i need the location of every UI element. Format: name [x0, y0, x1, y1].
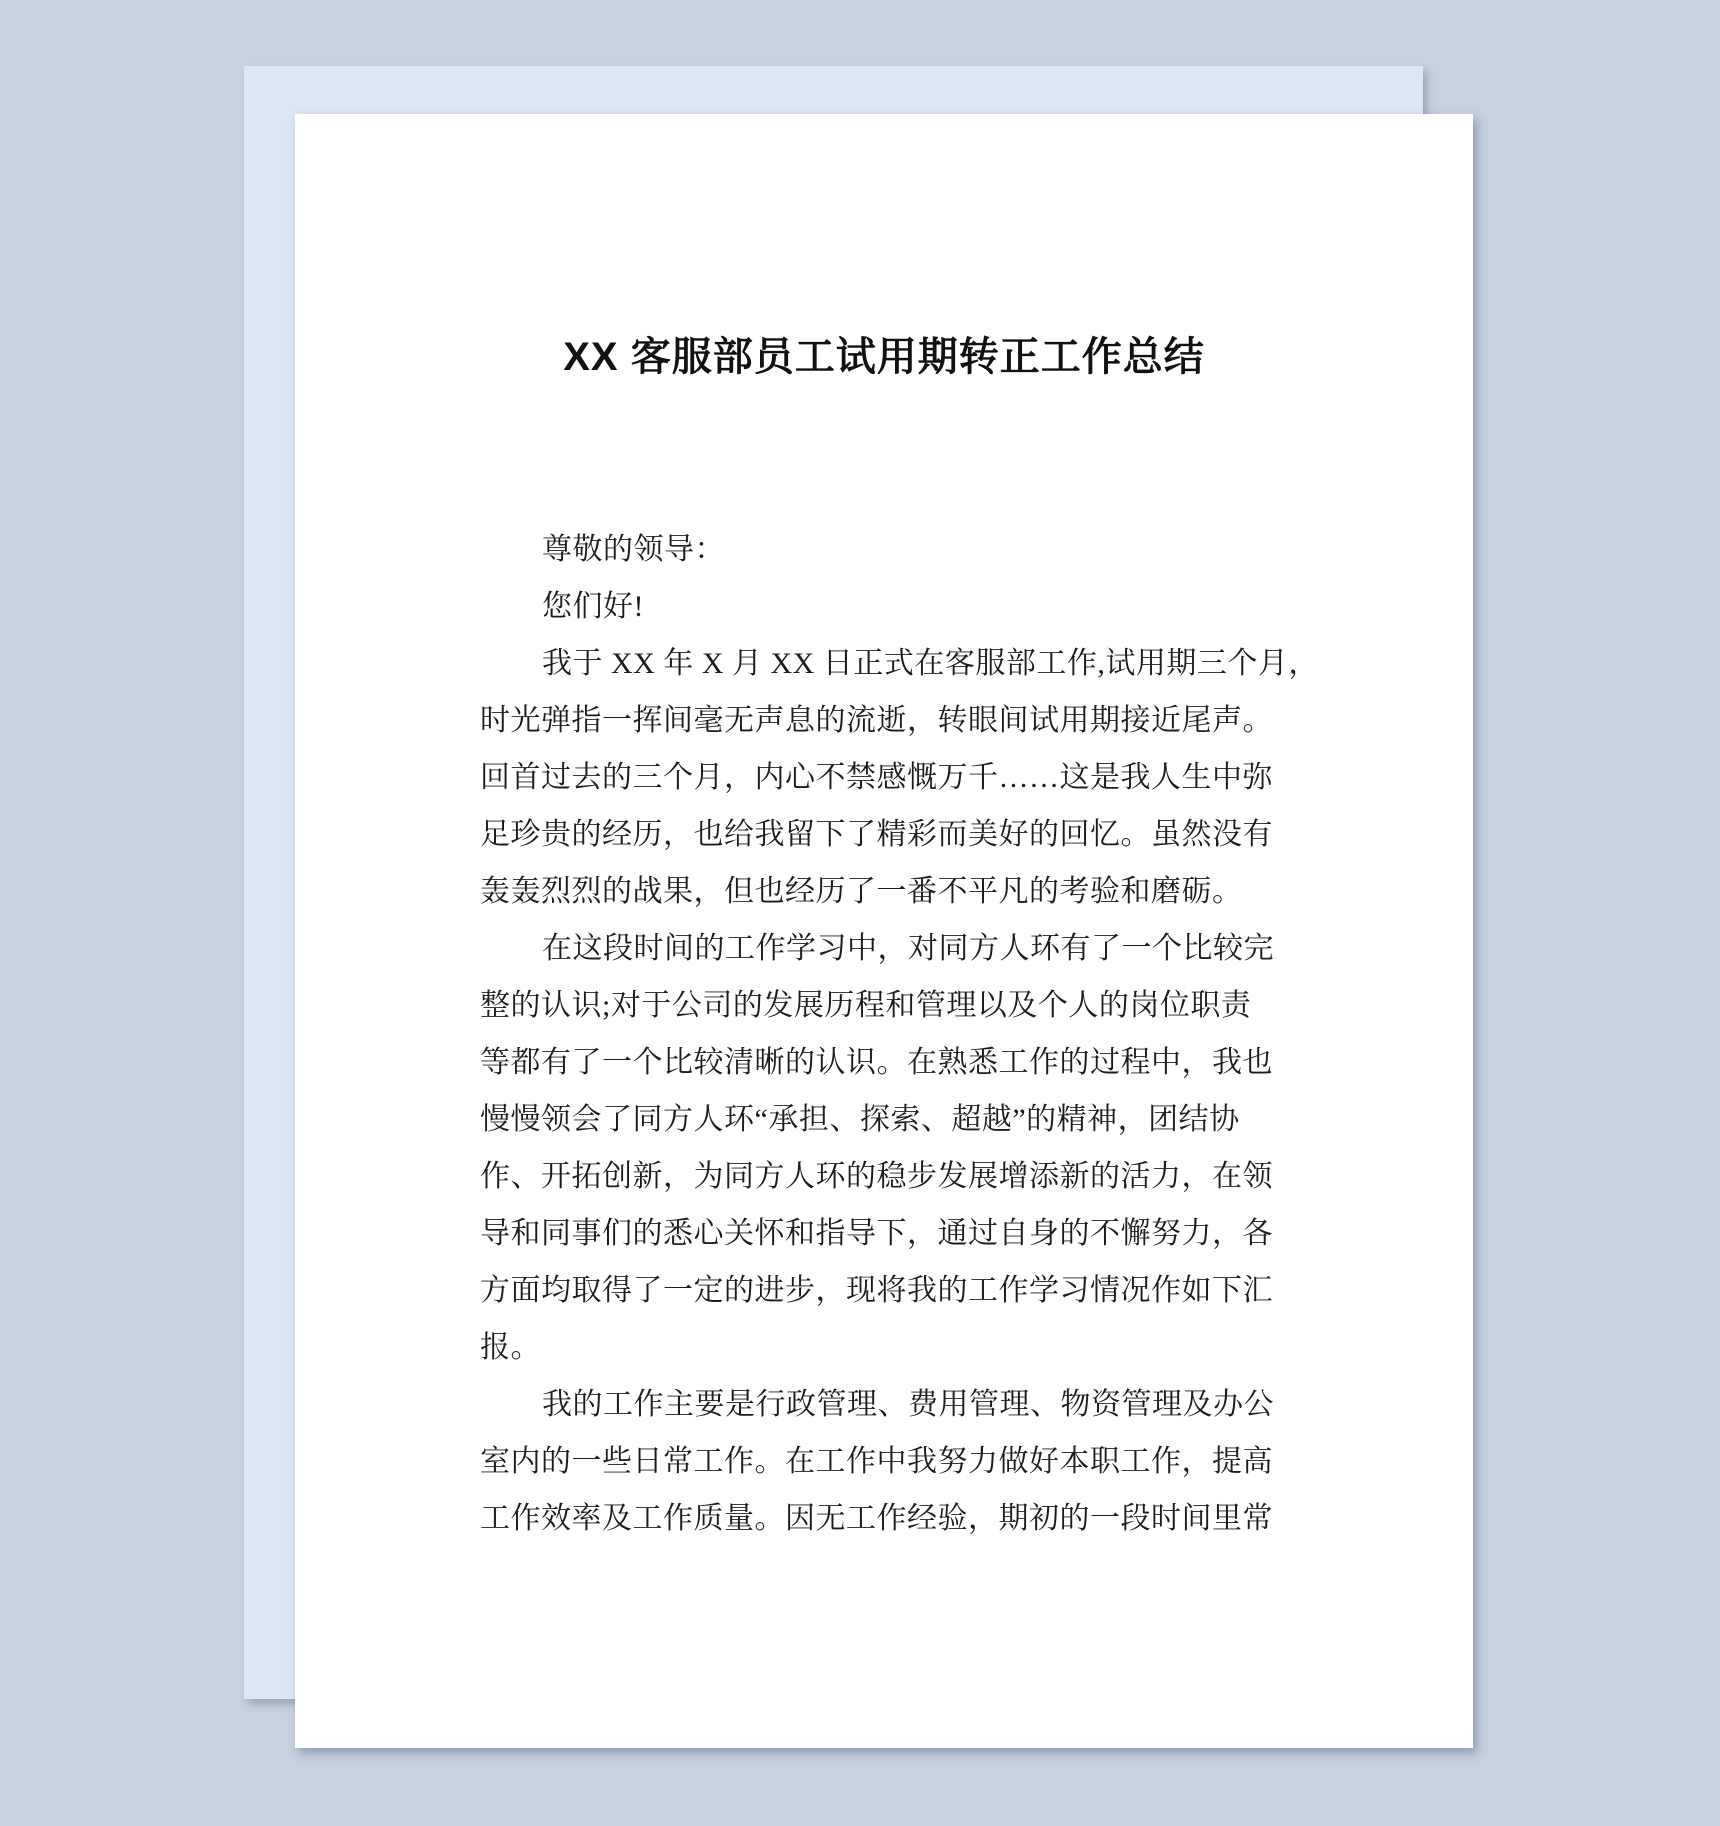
document-title: XX 客服部员工试用期转正工作总结 [563, 335, 1205, 379]
text-line: 时光弹指一挥间毫无声息的流逝，转眼间试用期接近尾声。 [480, 704, 1273, 737]
text-line: 尊敬的领导： [542, 533, 725, 566]
text-line: 足珍贵的经历，也给我留下了精彩而美好的回忆。虽然没有 [480, 818, 1273, 851]
document-page [295, 114, 1473, 1748]
text-line: 工作效率及工作质量。因无工作经验，期初的一段时间里常 [480, 1502, 1273, 1535]
text-line: 在这段时间的工作学习中，对同方人环有了一个比较完 [542, 932, 1274, 965]
text-line: 室内的一些日常工作。在工作中我努力做好本职工作，提高 [480, 1445, 1273, 1478]
document-body [480, 521, 1319, 1547]
text-line: 您们好! [542, 590, 644, 623]
text-line: 等都有了一个比较清晰的认识。在熟悉工作的过程中，我也 [480, 1046, 1273, 1079]
text-line: 导和同事们的悉心关怀和指导下，通过自身的不懈努力，各 [480, 1217, 1273, 1250]
text-line: 我于 XX 年 X 月 XX 日正式在客服部工作,试用期三个月， [542, 647, 1319, 680]
text-line: 慢慢领会了同方人环“承担、探索、超越”的精神，团结协 [480, 1103, 1240, 1136]
text-line: 整的认识;对于公司的发展历程和管理以及个人的岗位职责 [480, 989, 1252, 1022]
text-line: 轰轰烈烈的战果，但也经历了一番不平凡的考验和磨砺。 [480, 875, 1243, 908]
text-line: 报。 [480, 1331, 541, 1364]
text-line: 回首过去的三个月，内心不禁感慨万千……这是我人生中弥 [480, 761, 1273, 794]
text-line: 方面均取得了一定的进步，现将我的工作学习情况作如下汇 [480, 1274, 1273, 1307]
text-line: 我的工作主要是行政管理、费用管理、物资管理及办公 [542, 1388, 1274, 1421]
text-line: 作、开拓创新，为同方人环的稳步发展增添新的活力，在领 [480, 1160, 1273, 1193]
